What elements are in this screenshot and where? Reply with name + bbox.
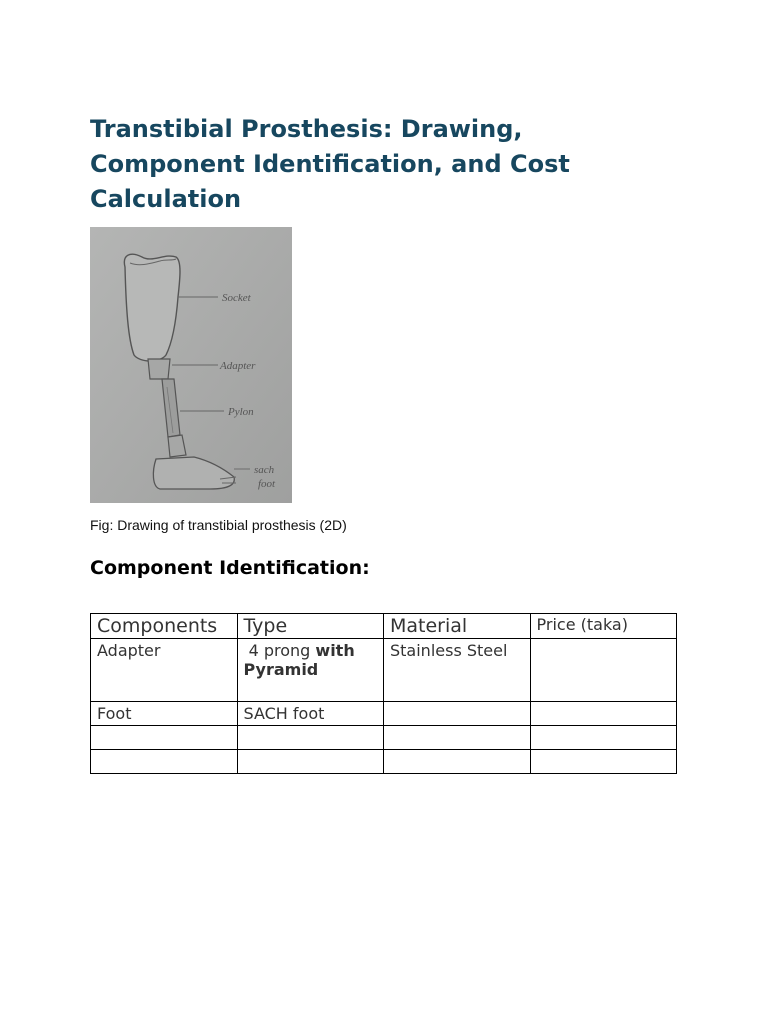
- adapter-shape: [148, 359, 170, 379]
- type-plain-text: SACH foot: [243, 704, 325, 723]
- table-row: [91, 726, 677, 750]
- cell-type: [237, 702, 384, 726]
- type-plain-text: 4 prong: [243, 641, 316, 660]
- cell-price: [530, 750, 677, 774]
- table-row: [91, 702, 677, 726]
- socket-label: Socket: [222, 292, 251, 304]
- table-header-row: [91, 614, 677, 639]
- header-price: Price (taka): [530, 614, 677, 639]
- foot-label-line1: sach: [254, 464, 275, 476]
- cell-type: [237, 726, 384, 750]
- cell-price: [530, 726, 677, 750]
- document-page: [90, 112, 690, 774]
- cell-type: [237, 750, 384, 774]
- section-heading: Component Identification:: [90, 557, 370, 579]
- table-row: [91, 639, 677, 702]
- header-components: Components: [91, 614, 238, 639]
- figure-caption: Fig: Drawing of transtibial prosthesis (2D): [90, 517, 347, 533]
- adapter-label: Adapter: [220, 360, 256, 372]
- cell-price: [530, 639, 677, 702]
- header-type: Type: [237, 614, 384, 639]
- cell-component: [91, 726, 238, 750]
- header-material: Material: [384, 614, 531, 639]
- foot-label-line2: foot: [258, 478, 276, 490]
- cell-component: Foot: [91, 702, 238, 726]
- pylon-label: Pylon: [228, 406, 254, 418]
- cell-type: [237, 639, 384, 702]
- document-title: Transtibial Prosthesis: Drawing, Component Identification, and Cost Calculation: [90, 115, 570, 213]
- table-row: [91, 750, 677, 774]
- components-table: [90, 613, 677, 774]
- prosthesis-drawing: [90, 227, 292, 503]
- cell-material: [384, 726, 531, 750]
- type-bold-text: with Pyramid: [243, 641, 355, 679]
- cell-material: Stainless Steel: [384, 639, 531, 702]
- cell-component: Adapter: [91, 639, 238, 702]
- cell-component: [91, 750, 238, 774]
- cell-price: [530, 702, 677, 726]
- cell-material: [384, 750, 531, 774]
- cell-material: [384, 702, 531, 726]
